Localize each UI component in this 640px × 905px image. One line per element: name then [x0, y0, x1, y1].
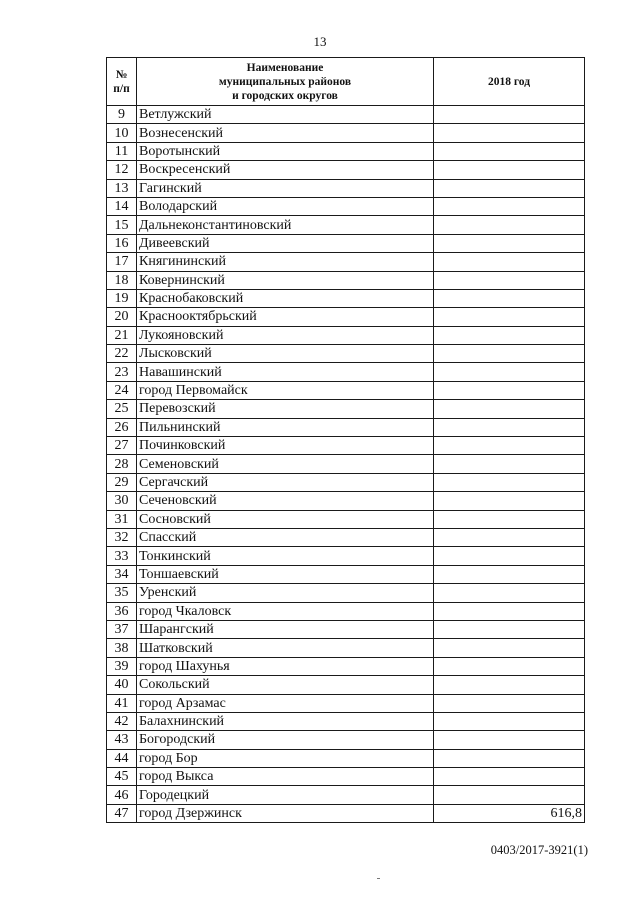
- row-value-2018: [434, 712, 585, 730]
- row-district-name: Володарский: [137, 197, 434, 215]
- table-row: [107, 602, 585, 620]
- row-number: 25: [107, 400, 137, 418]
- row-district-name: Сергачский: [137, 473, 434, 491]
- row-value-2018: [434, 731, 585, 749]
- row-number: 13: [107, 179, 137, 197]
- row-number: 23: [107, 363, 137, 381]
- row-value-2018: [434, 106, 585, 124]
- table-row: [107, 639, 585, 657]
- row-district-name: Лукояновский: [137, 326, 434, 344]
- row-number: 28: [107, 455, 137, 473]
- table-row: [107, 492, 585, 510]
- row-number: 18: [107, 271, 137, 289]
- row-number: 15: [107, 216, 137, 234]
- row-value-2018: [434, 381, 585, 399]
- row-district-name: город Арзамас: [137, 694, 434, 712]
- row-value-2018: [434, 492, 585, 510]
- table-row: [107, 418, 585, 436]
- page-number: 13: [313, 34, 327, 49]
- row-district-name: Починковский: [137, 437, 434, 455]
- row-district-name: Сокольский: [137, 676, 434, 694]
- row-number: 31: [107, 510, 137, 528]
- row-value-2018: [434, 473, 585, 491]
- row-district-name: Сосновский: [137, 510, 434, 528]
- row-number: 29: [107, 473, 137, 491]
- row-district-name: Гагинский: [137, 179, 434, 197]
- row-number: 27: [107, 437, 137, 455]
- row-district-name: Дивеевский: [137, 234, 434, 252]
- table-row: [107, 271, 585, 289]
- row-number: 11: [107, 142, 137, 160]
- row-number: 16: [107, 234, 137, 252]
- row-value-2018: [434, 768, 585, 786]
- table-row: [107, 400, 585, 418]
- row-district-name: Семеновский: [137, 455, 434, 473]
- row-district-name: Ковернинский: [137, 271, 434, 289]
- table-row: [107, 565, 585, 583]
- table-header: [107, 58, 585, 106]
- row-value-2018: [434, 363, 585, 381]
- table-row: [107, 455, 585, 473]
- row-number: 45: [107, 768, 137, 786]
- row-number: 32: [107, 528, 137, 546]
- row-value-2018: [434, 326, 585, 344]
- table-row: [107, 381, 585, 399]
- row-value-2018: [434, 179, 585, 197]
- row-value-2018: [434, 786, 585, 804]
- table-row: [107, 804, 585, 822]
- row-district-name: Шарангский: [137, 620, 434, 638]
- row-number: 43: [107, 731, 137, 749]
- row-value-2018: 616,8: [434, 804, 585, 822]
- table-row: [107, 234, 585, 252]
- row-value-2018: [434, 455, 585, 473]
- row-district-name: Уренский: [137, 584, 434, 602]
- table-row: [107, 749, 585, 767]
- table-row: [107, 326, 585, 344]
- row-number: 36: [107, 602, 137, 620]
- row-district-name: Балахнинский: [137, 712, 434, 730]
- row-number: 19: [107, 289, 137, 307]
- row-number: 35: [107, 584, 137, 602]
- row-number: 26: [107, 418, 137, 436]
- row-district-name: Тонкинский: [137, 547, 434, 565]
- row-number: 46: [107, 786, 137, 804]
- row-number: 24: [107, 381, 137, 399]
- footer-mark: [377, 878, 380, 879]
- row-value-2018: [434, 620, 585, 638]
- table-row: [107, 786, 585, 804]
- row-value-2018: [434, 418, 585, 436]
- row-district-name: Дальнеконстантиновский: [137, 216, 434, 234]
- row-district-name: Краснобаковский: [137, 289, 434, 307]
- row-district-name: Богородский: [137, 731, 434, 749]
- row-value-2018: [434, 197, 585, 215]
- row-value-2018: [434, 602, 585, 620]
- row-number: 39: [107, 657, 137, 675]
- table-row: [107, 345, 585, 363]
- row-district-name: город Выкса: [137, 768, 434, 786]
- row-district-name: Шатковский: [137, 639, 434, 657]
- row-district-name: город Шахунья: [137, 657, 434, 675]
- row-district-name: город Дзержинск: [137, 804, 434, 822]
- row-value-2018: [434, 584, 585, 602]
- row-district-name: Спасский: [137, 528, 434, 546]
- header-num: [107, 58, 137, 106]
- row-number: 42: [107, 712, 137, 730]
- row-district-name: Пильнинский: [137, 418, 434, 436]
- table-row: [107, 694, 585, 712]
- row-value-2018: [434, 528, 585, 546]
- row-number: 47: [107, 804, 137, 822]
- table-row: [107, 473, 585, 491]
- row-number: 22: [107, 345, 137, 363]
- table-row: [107, 676, 585, 694]
- table-row: [107, 510, 585, 528]
- table-row: [107, 124, 585, 142]
- table-row: [107, 731, 585, 749]
- row-value-2018: [434, 253, 585, 271]
- row-number: 38: [107, 639, 137, 657]
- table-row: [107, 620, 585, 638]
- row-district-name: Ветлужский: [137, 106, 434, 124]
- row-district-name: Воротынский: [137, 142, 434, 160]
- table-row: [107, 547, 585, 565]
- table-body: [107, 106, 585, 823]
- row-value-2018: [434, 437, 585, 455]
- municipal-table: [106, 57, 585, 823]
- table-row: [107, 363, 585, 381]
- row-district-name: Сеченовский: [137, 492, 434, 510]
- row-value-2018: [434, 400, 585, 418]
- row-value-2018: [434, 694, 585, 712]
- row-number: 37: [107, 620, 137, 638]
- table-row: [107, 584, 585, 602]
- table-row: [107, 142, 585, 160]
- table-row: [107, 161, 585, 179]
- header-name-text: Наименование муниципальных районов и городских округов: [218, 61, 352, 102]
- row-number: 12: [107, 161, 137, 179]
- row-value-2018: [434, 124, 585, 142]
- row-district-name: Лысковский: [137, 345, 434, 363]
- row-number: 44: [107, 749, 137, 767]
- row-district-name: Краснооктябрьский: [137, 308, 434, 326]
- document-code: 0403/2017-3921(1): [490, 843, 588, 857]
- row-value-2018: [434, 639, 585, 657]
- table-row: [107, 768, 585, 786]
- header-num-text: № п/п: [113, 68, 130, 95]
- row-value-2018: [434, 547, 585, 565]
- table-row: [107, 253, 585, 271]
- table-row: [107, 657, 585, 675]
- header-row: [107, 58, 585, 106]
- row-value-2018: [434, 216, 585, 234]
- row-district-name: Княгининский: [137, 253, 434, 271]
- row-district-name: Воскресенский: [137, 161, 434, 179]
- header-value: 2018 год: [434, 58, 585, 106]
- row-value-2018: [434, 308, 585, 326]
- row-number: 20: [107, 308, 137, 326]
- row-value-2018: [434, 142, 585, 160]
- row-value-2018: [434, 510, 585, 528]
- row-value-2018: [434, 345, 585, 363]
- row-value-2018: [434, 161, 585, 179]
- row-district-name: Навашинский: [137, 363, 434, 381]
- row-district-name: Вознесенский: [137, 124, 434, 142]
- row-number: 40: [107, 676, 137, 694]
- row-number: 9: [107, 106, 137, 124]
- row-value-2018: [434, 565, 585, 583]
- table-row: [107, 197, 585, 215]
- row-district-name: Перевозский: [137, 400, 434, 418]
- row-value-2018: [434, 271, 585, 289]
- table-row: [107, 179, 585, 197]
- row-number: 34: [107, 565, 137, 583]
- row-number: 10: [107, 124, 137, 142]
- table-row: [107, 712, 585, 730]
- row-number: 30: [107, 492, 137, 510]
- table-row: [107, 528, 585, 546]
- row-value-2018: [434, 676, 585, 694]
- row-number: 21: [107, 326, 137, 344]
- row-number: 14: [107, 197, 137, 215]
- row-district-name: город Чкаловск: [137, 602, 434, 620]
- table-row: [107, 289, 585, 307]
- table-row: [107, 216, 585, 234]
- row-district-name: Городецкий: [137, 786, 434, 804]
- row-district-name: город Бор: [137, 749, 434, 767]
- table-row: [107, 308, 585, 326]
- row-district-name: город Первомайск: [137, 381, 434, 399]
- table-row: [107, 437, 585, 455]
- header-name: [137, 58, 434, 106]
- row-value-2018: [434, 749, 585, 767]
- row-value-2018: [434, 234, 585, 252]
- row-value-2018: [434, 657, 585, 675]
- row-number: 41: [107, 694, 137, 712]
- row-district-name: Тоншаевский: [137, 565, 434, 583]
- row-number: 33: [107, 547, 137, 565]
- table-row: [107, 106, 585, 124]
- row-number: 17: [107, 253, 137, 271]
- row-value-2018: [434, 289, 585, 307]
